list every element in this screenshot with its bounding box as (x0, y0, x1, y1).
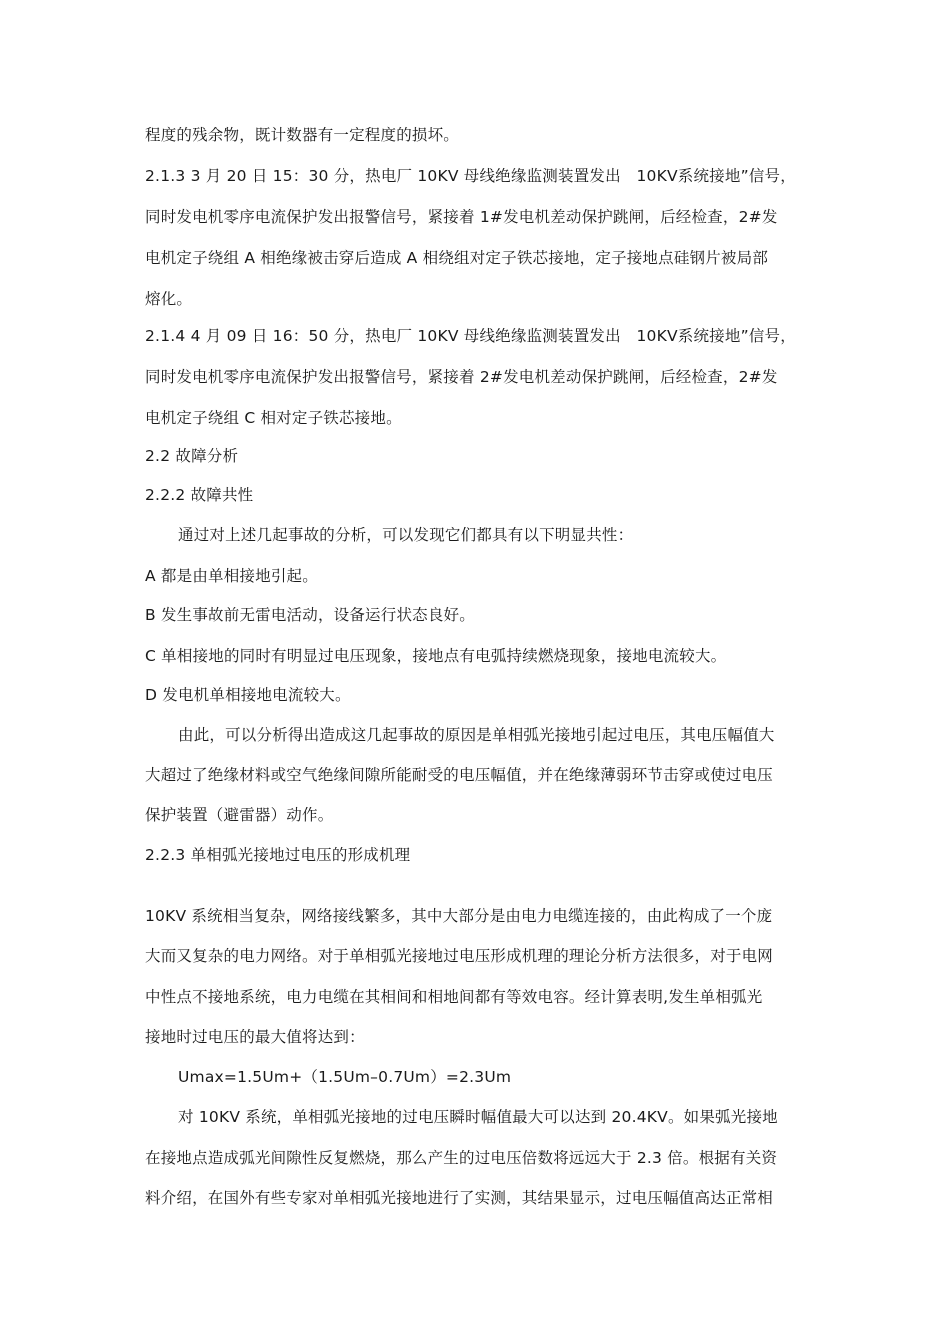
section-2-1-3-line: 2.1.3 3 月 20 日 15：30 分，热电厂 10KV 母线绝缘监测装置发出 10KV系统接地”信号， (145, 167, 796, 185)
paragraph-line: 对 10KV 系统，单相弧光接地的过电压瞬时幅值最大可以达到 20.4KV。如果弧光接地 (178, 1108, 778, 1126)
text-line: 同时发电机零序电流保护发出报警信号，紧接着 1#发电机差动保护跳闸，后经检查，2#发 (145, 208, 778, 226)
text-line: 电机定子绕组 A 相绝缘被击穿后造成 A 相绕组对定子铁芯接地，定子接地点硅钢片被局部 (145, 249, 769, 267)
paragraph-line: 通过对上述几起事故的分析，可以发现它们都具有以下明显共性： (178, 526, 634, 544)
text-line: 熔化。 (145, 290, 193, 308)
text-line: 程度的残余物，既计数器有一定程度的损坏。 (145, 126, 460, 144)
paragraph-line: 由此，可以分析得出造成这几起事故的原因是单相弧光接地引起过电压，其电压幅值大 (178, 726, 775, 744)
text-line: 电机定子绕组 C 相对定子铁芯接地。 (145, 409, 402, 427)
section-heading-2-2-3: 2.2.3 单相弧光接地过电压的形成机理 (145, 846, 411, 864)
text-line: 料介绍，在国外有些专家对单相弧光接地进行了实测，其结果显示，过电压幅值高达正常相 (145, 1189, 774, 1207)
list-item-a: A 都是由单相接地引起。 (145, 567, 318, 585)
section-2-1-4-line: 2.1.4 4 月 09 日 16：50 分，热电厂 10KV 母线绝缘监测装置发出 10KV系统接地”信号， (145, 327, 796, 345)
list-item-d: D 发电机单相接地电流较大。 (145, 686, 351, 704)
text-line: 保护装置（避雷器）动作。 (145, 806, 334, 824)
section-heading-2-2-2: 2.2.2 故障共性 (145, 486, 254, 504)
section-heading-2-2: 2.2 故障分析 (145, 447, 239, 465)
paragraph-line: 10KV 系统相当复杂，网络接线繁多，其中大部分是由电力电缆连接的，由此构成了一个庞 (145, 907, 773, 925)
text-line: 接地时过电压的最大值将达到： (145, 1028, 365, 1046)
text-line: 大超过了绝缘材料或空气绝缘间隙所能耐受的电压幅值，并在绝缘薄弱环节击穿或使过电压 (145, 766, 774, 784)
text-line: 中性点不接地系统，电力电缆在其相间和相地间都有等效电容。经计算表明,发生单相弧光 (145, 988, 763, 1006)
formula-line: Umax=1.5Um+（1.5Um–0.7Um）=2.3Um (178, 1068, 512, 1086)
text-line: 同时发电机零序电流保护发出报警信号，紧接着 2#发电机差动保护跳闸，后经检查，2#发 (145, 368, 778, 386)
text-line: 在接地点造成弧光间隙性反复燃烧，那么产生的过电压倍数将远远大于 2.3 倍。根据有关资 (145, 1149, 778, 1167)
text-line: 大而又复杂的电力网络。对于单相弧光接地过电压形成机理的理论分析方法很多，对于电网 (145, 947, 774, 965)
list-item-b: B 发生事故前无雷电活动，设备运行状态良好。 (145, 606, 475, 624)
list-item-c: C 单相接地的同时有明显过电压现象，接地点有电弧持续燃烧现象，接地电流较大。 (145, 647, 727, 665)
